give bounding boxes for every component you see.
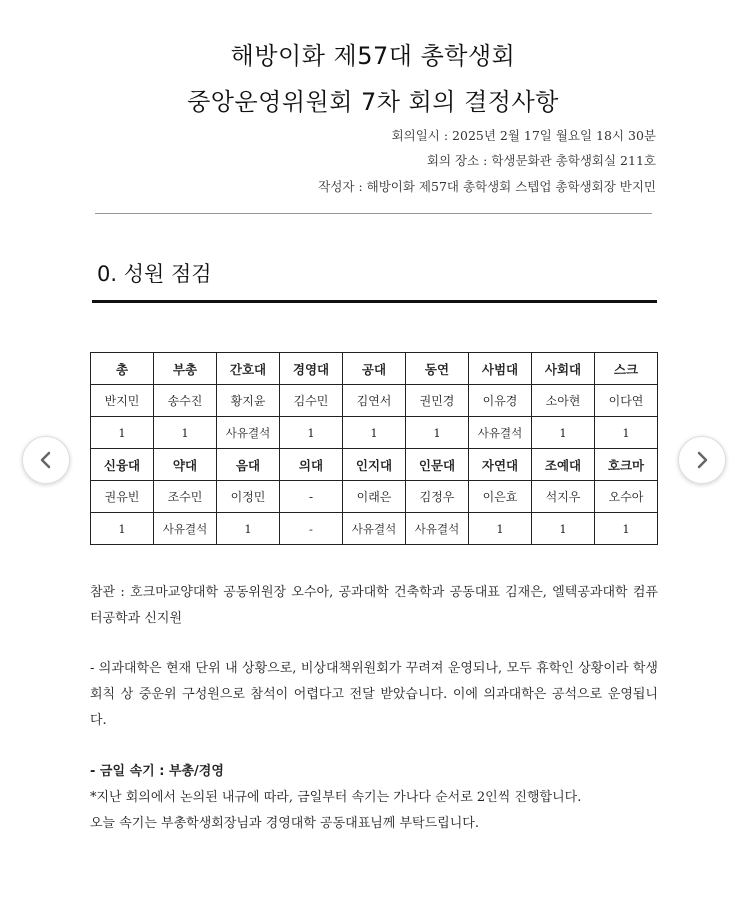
document-title-line2: 중앙운영위원회 7차 회의 결정사항 (187, 88, 559, 116)
table-cell: 사유결석 (154, 513, 217, 545)
table-cell: 1 (154, 417, 217, 449)
table-cell: 김연서 (343, 385, 406, 417)
meeting-date: 회의일시 : 2025년 2월 17일 월요일 18시 30분 (391, 128, 656, 143)
table-cell: 김정우 (406, 481, 469, 513)
table-cell: 1 (280, 417, 343, 449)
table-cell: 사유결석 (217, 417, 280, 449)
roster-header-row-1 (91, 353, 658, 385)
table-cell: 인지대 (343, 449, 406, 481)
prev-page-button[interactable] (22, 436, 70, 484)
table-cell: 이정민 (217, 481, 280, 513)
table-cell: 1 (595, 417, 658, 449)
table-cell: 조예대 (532, 449, 595, 481)
table-cell: 인문대 (406, 449, 469, 481)
table-cell: 석지우 (532, 481, 595, 513)
minutes-request: 오늘 속기는 부총학생회장님과 경영대학 공동대표님께 부탁드립니다. (90, 816, 479, 831)
table-cell: 1 (91, 417, 154, 449)
chevron-right-icon (692, 450, 712, 470)
table-cell: 황지윤 (217, 385, 280, 417)
table-cell: 부총 (154, 353, 217, 385)
table-cell: 경영대 (280, 353, 343, 385)
table-cell: 1 (469, 513, 532, 545)
minutes-title: - 금일 속기 : 부총/경영 (90, 764, 224, 779)
table-cell: 1 (532, 513, 595, 545)
table-cell: 사회대 (532, 353, 595, 385)
table-cell: 송수진 (154, 385, 217, 417)
table-cell: - (280, 481, 343, 513)
observers-note: 참관 : 호크마교양대학 공동위원장 오수아, 공과대학 건축학과 공동대표 김재은, 엘텍공과대학 컴퓨터공학과 신지원 (90, 585, 658, 626)
roster-name-row-1 (91, 385, 658, 417)
table-cell: 김수민 (280, 385, 343, 417)
table-cell: 약대 (154, 449, 217, 481)
table-cell: 의대 (280, 449, 343, 481)
table-cell: 사유결석 (406, 513, 469, 545)
table-cell: 권유빈 (91, 481, 154, 513)
table-cell: 호크마 (595, 449, 658, 481)
table-cell: 스크 (595, 353, 658, 385)
table-cell: 오수아 (595, 481, 658, 513)
divider-thick (92, 300, 657, 303)
roster-attendance-row-1 (91, 417, 658, 449)
table-cell: 조수민 (154, 481, 217, 513)
table-cell: 총 (91, 353, 154, 385)
table-cell: 이다연 (595, 385, 658, 417)
table-cell: 자연대 (469, 449, 532, 481)
table-cell: 이래은 (343, 481, 406, 513)
author: 작성자 : 해방이화 제57대 총학생회 스텝업 총학생회장 반지민 (318, 179, 656, 194)
table-cell: 이유경 (469, 385, 532, 417)
minutes-block (90, 759, 658, 837)
table-cell: 음대 (217, 449, 280, 481)
meeting-place: 회의 장소 : 학생문화관 총학생회실 211호 (426, 153, 656, 168)
roster-table (90, 352, 658, 545)
section-title: 0. 성원 점검 (97, 262, 212, 286)
medical-note: - 의과대학은 현재 단위 내 상황으로, 비상대책위원회가 꾸려져 운영되나, 모두 휴학인 상황이라 학생회칙 상 중운위 구성원으로 참석이 어렵다고 전달 받았습니다. 이에 의과대학은 공석으로 운영됩니다. (90, 661, 658, 728)
table-cell: 반지민 (91, 385, 154, 417)
table-cell: 권민경 (406, 385, 469, 417)
table-cell: - (280, 513, 343, 545)
minutes-rule: *지난 회의에서 논의된 내규에 따라, 금일부터 속기는 가나다 순서로 2인씩 진행합니다. (90, 790, 582, 805)
roster-name-row-2 (91, 481, 658, 513)
table-cell: 1 (532, 417, 595, 449)
table-cell: 1 (91, 513, 154, 545)
table-cell: 신융대 (91, 449, 154, 481)
table-cell: 간호대 (217, 353, 280, 385)
table-cell: 공대 (343, 353, 406, 385)
document-title-line1: 해방이화 제57대 총학생회 (230, 42, 516, 70)
table-cell: 이은효 (469, 481, 532, 513)
divider-thin (95, 213, 652, 214)
table-cell: 1 (217, 513, 280, 545)
table-cell: 1 (406, 417, 469, 449)
roster-attendance-row-2 (91, 513, 658, 545)
next-page-button[interactable] (678, 436, 726, 484)
table-cell: 1 (595, 513, 658, 545)
table-cell: 소아현 (532, 385, 595, 417)
roster-header-row-2 (91, 449, 658, 481)
table-cell: 동연 (406, 353, 469, 385)
chevron-left-icon (36, 450, 56, 470)
table-cell: 사유결석 (469, 417, 532, 449)
table-cell: 1 (343, 417, 406, 449)
table-cell: 사범대 (469, 353, 532, 385)
table-cell: 사유결석 (343, 513, 406, 545)
